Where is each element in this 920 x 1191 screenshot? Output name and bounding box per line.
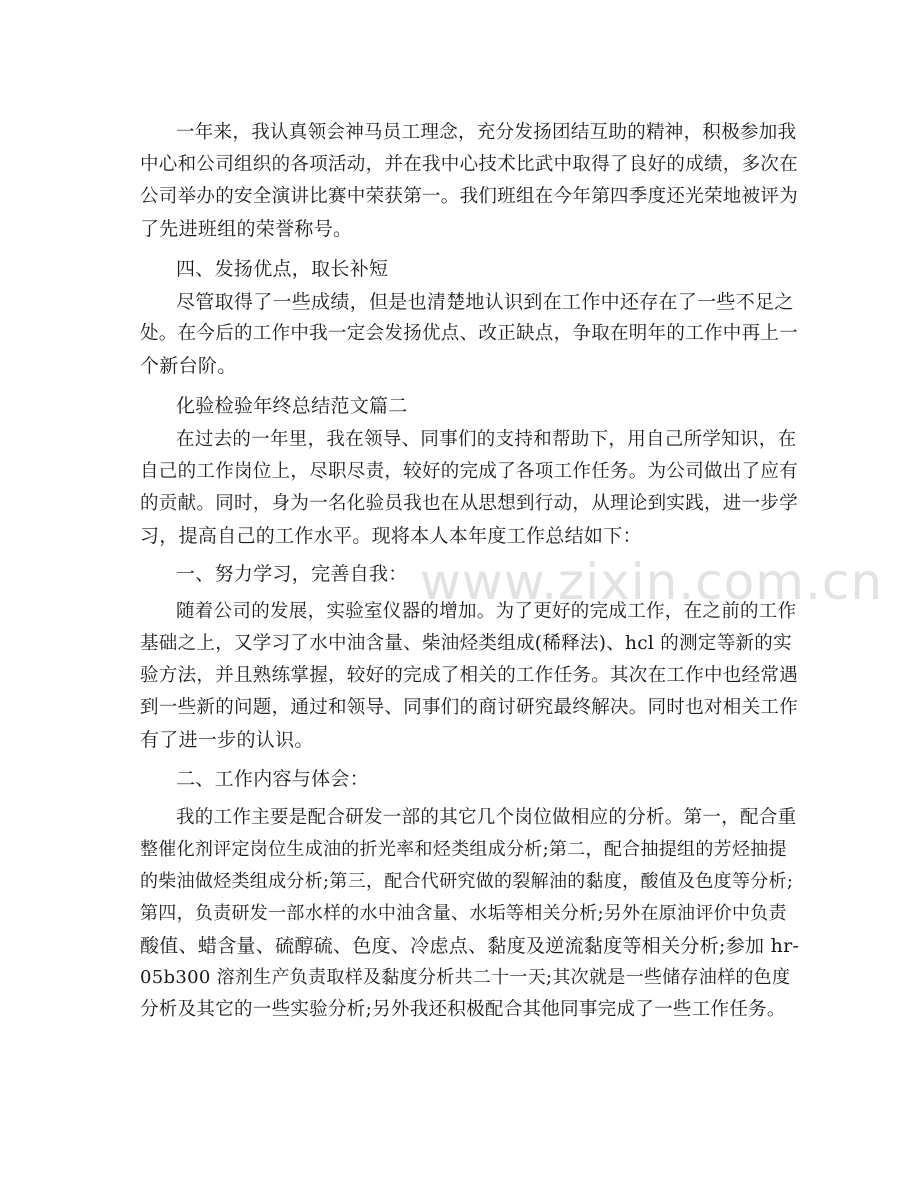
text-line: 习，提高自己的工作水平。现将本人本年度工作总结如下： bbox=[140, 525, 642, 547]
text-line: 个新台阶。 bbox=[140, 355, 237, 377]
text-line: 了先进班组的荣誉称号。 bbox=[140, 218, 353, 240]
text-line: 二、工作内容与体会： bbox=[176, 768, 370, 790]
text-line: 一、努力学习，完善自我： bbox=[176, 563, 408, 585]
text-line: 05b300 溶剂生产负责取样及黏度分析共二十一天;其次就是一些储存油样的色度 bbox=[140, 967, 791, 988]
text-line: 随着公司的发展，实验室仪器的增加。为了更好的完成工作，在之前的工作 bbox=[176, 601, 797, 622]
text-line: 化验检验年终总结范文篇二 bbox=[176, 395, 408, 417]
text-line: 的贡献。同时，身为一名化验员我也在从思想到行动，从理论到实践，进一步学 bbox=[140, 493, 799, 514]
text-line: 公司举办的安全演讲比赛中荣获第一。我们班组在今年第四季度还光荣地被评为 bbox=[140, 186, 799, 207]
text-line: 验方法，并且熟练掌握，较好的完成了相关的工作任务。其次在工作中也经常遇 bbox=[140, 665, 799, 686]
text-line: 我的工作主要是配合研发一部的其它几个岗位做相应的分析。第一，配合重 bbox=[176, 807, 797, 828]
text-line: 分析及其它的一些实验分析;另外我还积极配合其他同事完成了一些工作任务。 bbox=[140, 999, 786, 1020]
text-line: 第四，负责研发一部水样的水中油含量、水垢等相关分析;另外在原油评价中负责 bbox=[140, 903, 787, 924]
text-line: 尽管取得了一些成绩，但是也清楚地认识到在工作中还存在了一些不足之 bbox=[176, 291, 794, 313]
watermark: www.zixin.com.cn bbox=[420, 553, 884, 611]
text-line: 到一些新的问题，通过和领导、同事们的商讨研究最终解决。同时也对相关工作 bbox=[140, 697, 799, 718]
text-line: 在过去的一年里，我在领导、同事们的支持和帮助下，用自己所学知识，在 bbox=[176, 429, 797, 450]
text-line: 基础之上，又学习了水中油含量、柴油烃类组成(稀释法)、hcl 的测定等新的实 bbox=[140, 633, 792, 654]
text-line: 中心和公司组织的各项活动，并在我中心技术比武中取得了良好的成绩，多次在 bbox=[140, 154, 799, 175]
text-line: 处。在今后的工作中我一定会发扬优点、改正缺点，争取在明年的工作中再上一 bbox=[140, 323, 799, 344]
text-line: 酸值、蜡含量、硫醇硫、色度、冷虑点、黏度及逆流黏度等相关分析;参加 hr- bbox=[140, 935, 800, 957]
text-line: 自己的工作岗位上，尽职尽责，较好的完成了各项工作任务。为公司做出了应有 bbox=[140, 461, 799, 482]
text-line: 的柴油做烃类组成分析;第三，配合代研究做的裂解油的黏度，酸值及色度等分析; bbox=[140, 871, 794, 892]
text-line: 一年来，我认真领会神马员工理念，充分发扬团结互助的精神，积极参加我 bbox=[176, 122, 797, 143]
text-line: 整催化剂评定岗位生成油的折光率和烃类组成分析;第二，配合抽提组的芳烃抽提 bbox=[140, 839, 787, 860]
text-line: 有了进一步的认识。 bbox=[140, 729, 314, 751]
text-line: 四、发扬优点，取长补短 bbox=[176, 258, 389, 280]
